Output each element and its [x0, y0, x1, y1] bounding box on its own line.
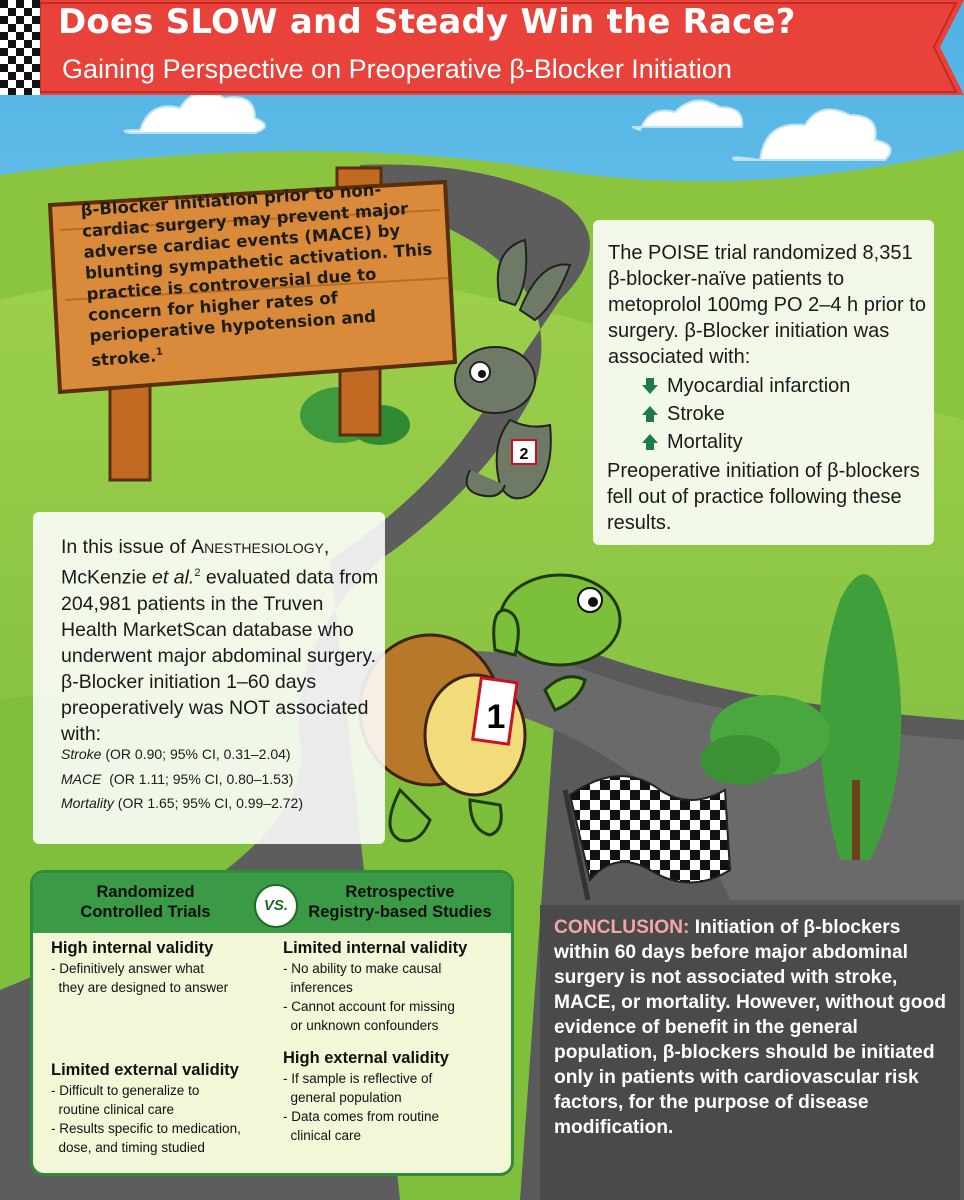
poise-outro: Preoperative initiation of β-blockers fell out of practice following these results.: [607, 460, 920, 534]
conclusion-text: Initiation of β-blockers within 60 days before major abdominal surgery is not associated with stroke, MACE, or mortality. However, without good evidence of benefit in the general population, β-blockers should be initiated only in patients with cardiovascular risk factors, for the purpose of disease modification.: [554, 917, 946, 1138]
conclusion-box: [540, 905, 960, 1200]
list-item: [641, 400, 931, 428]
rct-heading-1: High internal validity: [51, 939, 214, 957]
page-title: Does SLOW and Steady Win the Race?: [58, 2, 796, 42]
registry-heading-1: Limited internal validity: [283, 939, 468, 957]
stat-outcome: Mortality: [61, 795, 114, 811]
registry-bullet: - Data comes from routine clinical care: [283, 1109, 440, 1143]
registry-heading-2: High external validity: [283, 1049, 449, 1067]
mckenzie-stats: [61, 742, 381, 816]
registry-bullet: - Cannot account for missing or unknown confounders: [283, 999, 455, 1033]
mckenzie-text: In this issue of: [61, 536, 192, 558]
mckenzie-study-box: [33, 512, 385, 844]
turtle-bib-number: 1: [486, 698, 506, 736]
registry-column: [283, 937, 513, 1145]
outcome-label: Mortality: [667, 431, 743, 453]
comparison-header: [33, 873, 511, 933]
list-item: [641, 428, 931, 456]
hare-bib-number: 2: [519, 446, 529, 463]
mckenzie-summary: [61, 534, 381, 747]
outcome-label: Myocardial infarction: [667, 375, 851, 397]
poise-outcomes-list: [641, 372, 931, 456]
stat-row: [61, 742, 381, 767]
stat-value: (OR 1.11; 95% CI, 0.80–1.53): [101, 770, 294, 787]
conclusion-label: CONCLUSION:: [554, 917, 690, 938]
arrow-up-icon: [641, 433, 659, 451]
journal-name: Anesthesiology: [191, 536, 324, 558]
stat-row: [61, 791, 381, 816]
study-comparison-panel: [30, 870, 514, 1176]
rct-bullet: - Results specific to medication, dose, and timing studied: [51, 1121, 241, 1155]
arrow-down-icon: [641, 377, 659, 395]
registry-bullet: - If sample is reflective of general population: [283, 1071, 433, 1105]
mckenzie-text: , McKenzie: [61, 536, 330, 589]
rct-heading-2: Limited external validity: [51, 1061, 239, 1079]
mckenzie-text: evaluated data from 204,981 patients in the Truven Health MarketScan database who underwent major abdominal surgery. β-Blocker initiation 1–60 days preoperatively was NOT associated with:: [61, 566, 379, 745]
sign-ref: 1: [155, 346, 164, 359]
stat-outcome: Stroke: [61, 746, 102, 762]
list-item: [641, 372, 931, 400]
rct-bullet: - Difficult to generalize to routine clinical care: [51, 1083, 200, 1117]
rct-bullet: - Definitively answer what they are designed to answer: [51, 961, 229, 995]
stat-value: (OR 0.90; 95% CI, 0.31–2.04): [101, 746, 291, 762]
mckenzie-ref: 2: [194, 567, 201, 579]
header: [0, 0, 964, 95]
sign-text: β-Blocker initiation prior to non-cardiac surgery may prevent major adverse cardiac events (MACE) by blunting sympathetic activation. This practice is controversial due to concern for higher rates of perioperative hypotension and stroke.: [80, 179, 433, 371]
et-al: et al.: [152, 566, 195, 589]
outcome-label: Stroke: [667, 403, 725, 425]
registry-bullet: - No ability to make causal inferences: [283, 961, 442, 995]
vs-badge: VS.: [254, 884, 298, 928]
rct-column: [51, 937, 281, 1157]
registry-header: Retrospective Registry-based Studies: [308, 883, 492, 921]
page-subtitle: Gaining Perspective on Preoperative β-Blocker Initiation: [62, 54, 732, 84]
stat-row: [61, 767, 381, 792]
stat-outcome: MACE: [61, 770, 102, 787]
conclusion-text-block: [554, 915, 954, 1140]
sign-text-block: [80, 176, 439, 371]
stat-value: (OR 1.65; 95% CI, 0.99–2.72): [113, 795, 304, 811]
poise-trial-box: [593, 220, 934, 545]
rct-header: Randomized Controlled Trials: [80, 883, 211, 921]
poise-intro: The POISE trial randomized 8,351 β-blocker-naïve patients to metoprolol 100mg PO 2–4 h prior to surgery. β-Blocker initiation was associated with:: [608, 242, 926, 368]
arrow-up-icon: [641, 405, 659, 423]
